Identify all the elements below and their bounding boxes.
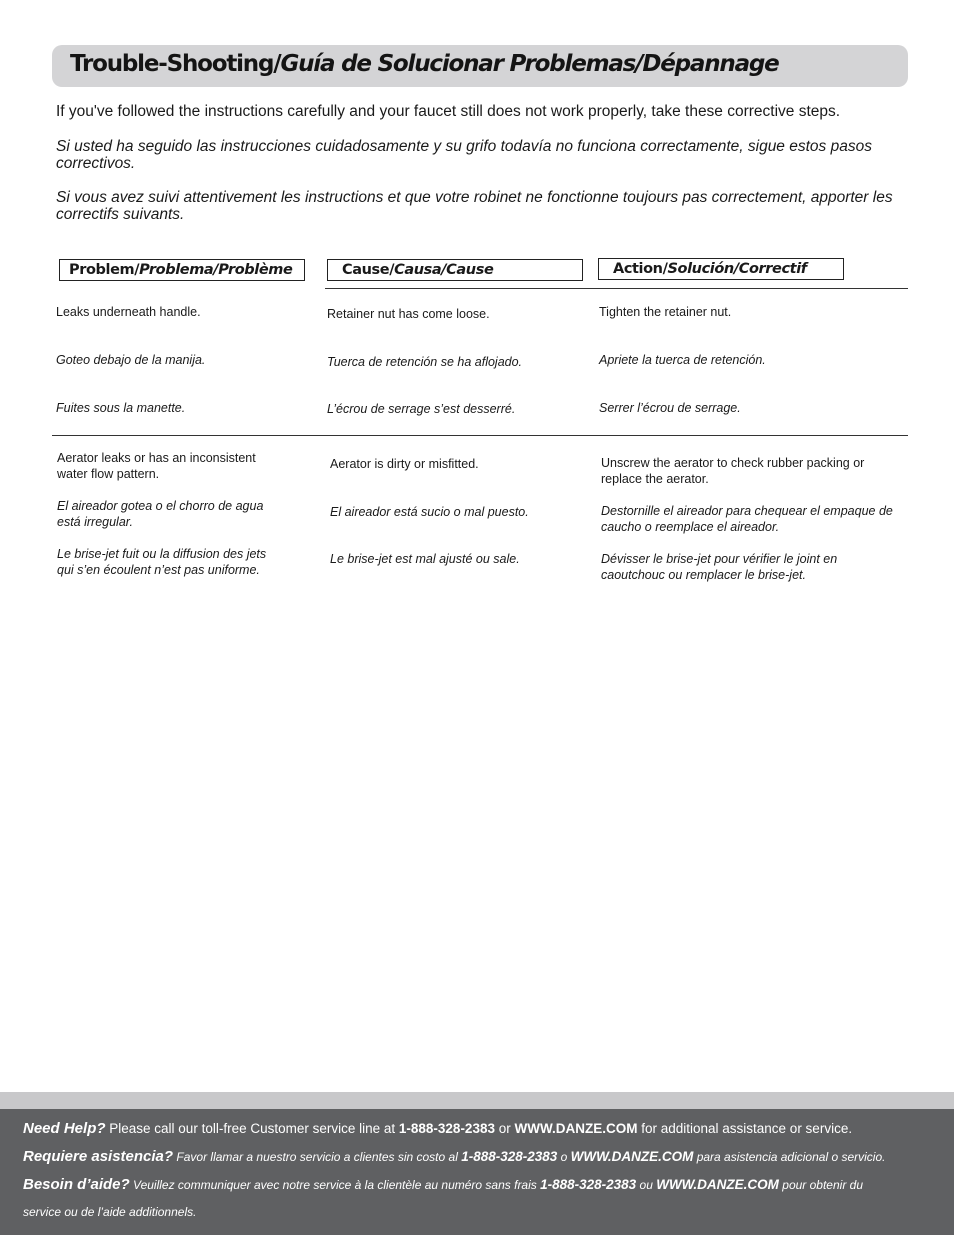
row2-action-en: Unscrew the aerator to check rubber packing or replace the aerator. — [601, 456, 865, 486]
help-footer — [0, 1092, 954, 1235]
header-other: Causa/Cause — [394, 262, 494, 278]
help-text: pour obtenir du — [778, 1178, 863, 1192]
help-line-spanish — [23, 1148, 885, 1165]
website-link[interactable]: WWW.DANZE.COM — [570, 1149, 694, 1164]
column-header-problem — [59, 259, 305, 281]
row1-problem-en: Leaks underneath handle. — [56, 305, 201, 319]
column-header-action — [598, 258, 844, 280]
page-title — [70, 51, 779, 77]
row2-action-es: Destornille el aireador para chequear el empaque de caucho o reemplace el aireador. — [601, 504, 893, 534]
row2-problem-fr: Le brise-jet fuit ou la diffusion des jets qui s’en écoulent n’est pas uniforme. — [57, 547, 267, 577]
row1-action-es: Apriete la tuerca de retención. — [599, 353, 766, 367]
title-bar — [52, 45, 908, 87]
help-text: Veuillez communiquer avec notre service à la clientèle au numéro sans frais — [129, 1178, 541, 1192]
help-line-french-cont: service ou de l’aide additionnels. — [23, 1205, 197, 1219]
phone-number[interactable]: 1-888-328-2383 — [398, 1121, 495, 1136]
help-text: Please call our toll-free Customer service line at — [105, 1121, 399, 1136]
row2-cause-fr: Le brise-jet est mal ajusté ou sale. — [330, 552, 520, 566]
header-other: Solución/Correctif — [667, 261, 807, 277]
intro-french: Si vous avez suivi attentivement les instructions et que votre robinet ne fonctionne toujours pas correctement, apporter les correctifs suivants. — [56, 189, 893, 223]
row1-action-en: Tighten the retainer nut. — [599, 305, 732, 319]
phone-number[interactable]: 1-888-328-2383 — [540, 1177, 637, 1192]
footer-strip — [0, 1092, 954, 1109]
website-link[interactable]: WWW.DANZE.COM — [656, 1177, 779, 1192]
header-en: Cause/ — [342, 262, 395, 278]
header-en: Action/ — [613, 261, 668, 277]
help-question: Requiere asistencia? — [23, 1148, 174, 1165]
row2-action-fr: Dévisser le brise-jet pour vérifier le joint en caoutchouc ou remplacer le brise-jet. — [601, 552, 838, 582]
help-text: para asistencia adicional o servicio. — [693, 1150, 886, 1164]
help-question: Need Help? — [23, 1120, 106, 1137]
phone-number[interactable]: 1-888-328-2383 — [461, 1149, 558, 1164]
help-line-english — [23, 1120, 852, 1137]
help-text: o — [557, 1150, 571, 1164]
row2-cause-es: El aireador está sucio o mal puesto. — [330, 505, 529, 519]
row2-problem-es: El aireador gotea o el chorro de agua está irregular. — [57, 499, 264, 529]
header-en: Problem/ — [69, 262, 140, 278]
title-translations: Guía de Solucionar Problemas/Dépannage — [280, 51, 779, 77]
header-other: Problema/Problème — [139, 262, 293, 278]
intro-spanish: Si usted ha seguido las instrucciones cuidadosamente y su grifo todavía no funciona correctamente, sigue estos pasos correctivos. — [56, 138, 872, 172]
help-line-french — [23, 1176, 863, 1193]
row-divider — [52, 435, 908, 436]
help-text: ou — [636, 1178, 657, 1192]
header-divider — [325, 288, 908, 289]
intro-english: If you've followed the instructions carefully and your faucet still does not work properly, take these corrective steps. — [56, 103, 841, 120]
help-text: Favor llamar a nuestro servicio a clientes sin costo al — [173, 1150, 462, 1164]
title-english: Trouble-Shooting/ — [70, 51, 281, 77]
column-header-cause — [327, 259, 583, 281]
row1-problem-es: Goteo debajo de la manija. — [56, 353, 206, 367]
help-text: for additional assistance or service. — [637, 1121, 853, 1136]
row1-cause-fr: L’écrou de serrage s’est desserré. — [327, 402, 516, 416]
row1-cause-es: Tuerca de retención se ha aflojado. — [327, 355, 523, 369]
row1-action-fr: Serrer l’écrou de serrage. — [599, 401, 741, 415]
website-link[interactable]: WWW.DANZE.COM — [514, 1121, 638, 1136]
help-text: or — [494, 1121, 515, 1136]
row2-cause-en: Aerator is dirty or misfitted. — [330, 457, 479, 471]
row2-problem-en: Aerator leaks or has an inconsistent water flow pattern. — [57, 451, 256, 481]
help-question: Besoin d’aide? — [23, 1176, 130, 1193]
row1-cause-en: Retainer nut has come loose. — [327, 307, 490, 321]
row1-problem-fr: Fuites sous la manette. — [56, 401, 186, 415]
